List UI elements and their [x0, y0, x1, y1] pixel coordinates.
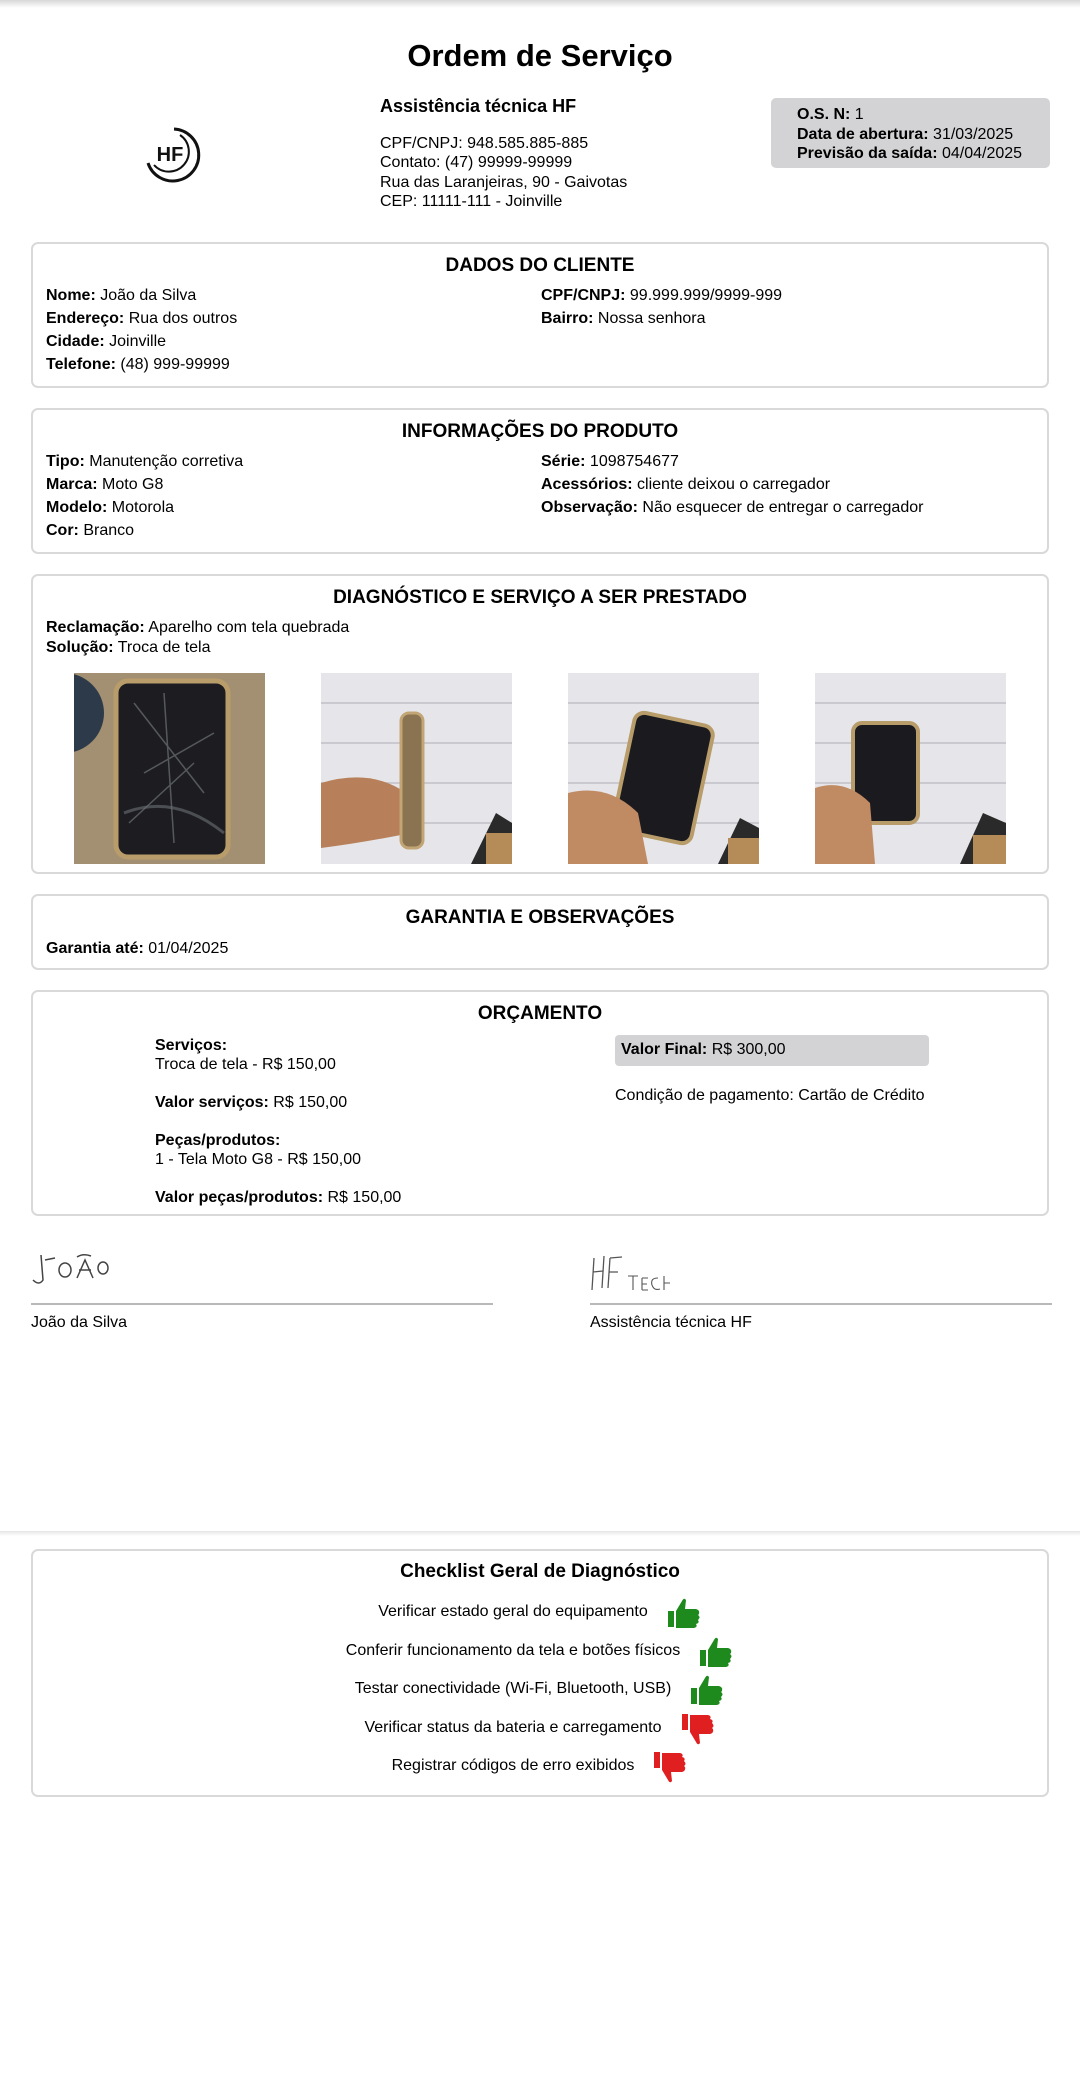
client-name: Nome: João da Silva	[46, 287, 197, 304]
budget-parts-total: Valor peças/produtos: R$ 150,00	[155, 1189, 402, 1206]
budget-part-item: 1 - Tela Moto G8 - R$ 150,00	[155, 1151, 362, 1168]
client-signature-line	[31, 1303, 493, 1305]
company-logo	[140, 123, 204, 187]
diagnosis-complaint: Reclamação: Aparelho com tela quebrada	[46, 619, 350, 636]
checklist-item-label: Verificar estado geral do equipamento	[378, 1603, 648, 1621]
device-photo-4[interactable]	[815, 673, 1006, 864]
company-signature-line	[590, 1303, 1052, 1305]
diagnosis-section	[31, 574, 1049, 874]
checklist-item-label: Testar conectividade (Wi-Fi, Bluetooth, USB)	[354, 1680, 672, 1698]
device-photo-1[interactable]	[74, 673, 265, 864]
company-info	[380, 97, 627, 212]
product-section	[31, 408, 1049, 554]
checklist-item	[33, 1634, 1047, 1668]
client-phone: Telefone: (48) 999-99999	[46, 356, 230, 373]
product-brand: Marca: Moto G8	[46, 476, 164, 493]
page-title: Ordem de Serviço	[407, 38, 673, 73]
budget-services-label: Serviços:	[155, 1037, 228, 1054]
diagnosis-solution: Solução: Troca de tela	[46, 639, 211, 656]
checklist-item	[33, 1711, 1047, 1745]
svg-text:HFTECH: HFTECH	[590, 1254, 595, 1255]
product-color: Cor: Branco	[46, 522, 135, 539]
company-cep: CEP: 11111-111 - Joinville	[380, 193, 563, 210]
budget-service-item: Troca de tela - R$ 150,00	[155, 1056, 336, 1073]
device-photo-2[interactable]	[321, 673, 512, 864]
product-type: Tipo: Manutenção corretiva	[46, 453, 244, 470]
company-cpf: CPF/CNPJ: 948.585.885-885	[380, 134, 589, 152]
budget-services-total: Valor serviços: R$ 150,00	[155, 1094, 348, 1111]
os-exit-date: Previsão da saída: 04/04/2025	[797, 145, 1023, 162]
os-number: O.S. N: 1	[797, 106, 864, 123]
checklist-item-label: Conferir funcionamento da tela e botões físicos	[345, 1641, 681, 1659]
client-address: Endereço: Rua dos outros	[46, 310, 238, 327]
os-info-box	[771, 98, 1050, 168]
thumbs-up-icon	[696, 1634, 734, 1668]
thumbs-down-icon	[678, 1711, 716, 1745]
checklist-item	[33, 1749, 1047, 1783]
checklist-section	[31, 1549, 1049, 1797]
product-accessories: Acessórios: cliente deixou o carregador	[541, 476, 831, 493]
company-signature	[590, 1254, 670, 1299]
company-signature-label: Assistência técnica HF	[590, 1314, 752, 1331]
budget-payment-condition: Condição de pagamento: Cartão de Crédito	[615, 1087, 925, 1104]
company-name: Assistência técnica HF	[380, 96, 577, 116]
client-signature-label: João da Silva	[31, 1314, 128, 1331]
svg-text:JOÃO: JOÃO	[31, 1250, 34, 1251]
client-section	[31, 242, 1049, 388]
company-address: Rua das Laranjeiras, 90 - Gaivotas	[380, 173, 628, 191]
warranty-date: Garantia até: 01/04/2025	[46, 940, 229, 957]
diagnosis-heading: DIAGNÓSTICO E SERVIÇO A SER PRESTADO	[333, 587, 747, 608]
checklist-item	[33, 1672, 1047, 1706]
thumbs-down-icon	[650, 1749, 688, 1783]
warranty-heading: GARANTIA E OBSERVAÇÕES	[405, 907, 675, 928]
device-photo-3[interactable]	[568, 673, 759, 864]
logo-text: HF	[156, 144, 184, 166]
budget-final-value: Valor Final: R$ 300,00	[615, 1035, 929, 1066]
os-open-date: Data de abertura: 31/03/2025	[797, 125, 1014, 143]
warranty-section	[31, 894, 1049, 970]
top-shadow	[0, 0, 1080, 8]
client-cpf: CPF/CNPJ: 99.999.999/9999-999	[541, 287, 783, 304]
client-district: Bairro: Nossa senhora	[541, 310, 706, 327]
budget-section	[31, 990, 1049, 1216]
page-divider	[0, 1531, 1080, 1536]
thumbs-up-icon	[687, 1672, 725, 1706]
client-city: Cidade: Joinville	[46, 333, 167, 350]
client-heading: DADOS DO CLIENTE	[445, 255, 635, 276]
budget-parts-label: Peças/produtos:	[155, 1132, 281, 1149]
checklist-item	[33, 1595, 1047, 1629]
checklist-item-label: Registrar códigos de erro exibidos	[391, 1757, 635, 1775]
product-serial: Série: 1098754677	[541, 453, 679, 470]
company-contact: Contato: (47) 99999-99999	[380, 154, 573, 171]
client-signature	[31, 1250, 111, 1295]
product-model: Modelo: Motorola	[46, 499, 175, 516]
product-observation: Observação: Não esquecer de entregar o carregador	[541, 499, 924, 516]
thumbs-up-icon	[664, 1595, 702, 1629]
budget-heading: ORÇAMENTO	[477, 1003, 603, 1024]
checklist-heading: Checklist Geral de Diagnóstico	[400, 1561, 680, 1582]
checklist-item-label: Verificar status da bateria e carregamento	[364, 1718, 662, 1736]
product-heading: INFORMAÇÕES DO PRODUTO	[401, 421, 679, 442]
